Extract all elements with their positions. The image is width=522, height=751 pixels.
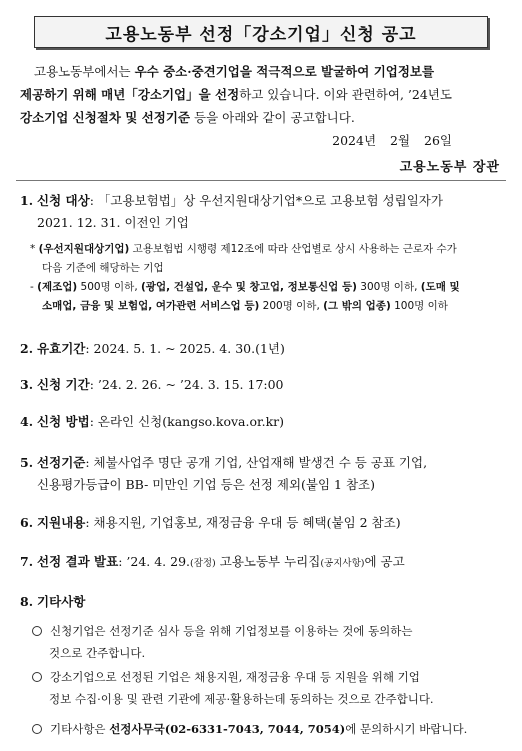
note-bold: (그 밖의 업종) [323,300,391,312]
note-bold: (제조업) [37,281,78,293]
bullet-text: 기타사항은 [50,722,110,736]
item-heading: 신청 대상 [37,193,90,208]
note-marker: * [30,243,39,255]
note-text: 100명 이하 [390,300,448,312]
item-heading: 신청 방법 [37,414,90,429]
other-bullet-1 [32,620,506,664]
note-bold: (우선지원대상기업) [38,243,130,255]
circle-bullet-icon [32,724,42,734]
notice-author: 고용노동부 장관 [399,160,500,175]
circle-bullet-icon [32,626,42,636]
other-bullet-3 [32,718,506,740]
note-text: 500명 이하, [77,281,141,293]
bullet-text: 신청기업은 선정기준 심사 등을 위해 기업정보를 이용하는 것에 동의하는 [50,624,413,638]
item-small-text: (공지사항) [320,558,365,569]
intro-text: 하고 있습니다. 이와 관련하여, ’24년도 [239,87,452,102]
item-text: : 온라인 신청(kangso.kova.or.kr) [89,414,285,429]
item-number: 6. [20,515,34,530]
item-number: 1. [20,193,34,208]
intro-bold: 제공하기 위해 매년「강소기업」을 선정 [20,87,240,102]
bullet-text: 것으로 간주합니다. [49,646,146,660]
note-bold: (광업, 건설업, 운수 및 창고업, 정보통신업 등) [141,281,357,293]
other-bullet-2 [32,666,506,710]
item-heading: 기타사항 [37,594,86,609]
note-text: 200명 이하, [259,300,324,312]
intro-paragraph [20,60,504,129]
bullet-text: 정보 수집·이용 및 관련 기관에 제공·활용하는데 동의하는 것으로 간주합니다. [49,692,434,706]
item-heading: 선정 결과 발표 [37,554,119,569]
item-number: 8. [20,594,34,609]
item-heading: 신청 기간 [37,377,90,392]
note-text: 300명 이하, [356,281,421,293]
item-selection-criteria [20,452,506,496]
note-text: 다음 기준에 해당하는 기업 [42,262,164,274]
notice-title [34,16,488,48]
item-number: 7. [20,554,34,569]
item-number: 5. [20,455,34,470]
bullet-bold: 선정사무국(02-6331-7043, 7044, 7054) [109,722,346,736]
item-text: 2021. 12. 31. 이전인 기업 [37,215,189,230]
item-heading: 지원내용 [37,515,86,530]
intro-bold: 우수 중소·중견기업을 적극적으로 발굴하여 기업정보를 [134,64,435,79]
item-announcement [20,551,506,575]
item-support [20,512,506,534]
item-number: 2. [20,341,34,356]
note-text: 고용보험법 시행령 제12조에 따라 산업별로 상시 사용하는 근로자 수가 [129,243,457,255]
intro-bold: 강소기업 신청절차 및 선정기준 [20,110,191,125]
note-marker: - [30,281,38,293]
item-other [20,591,506,613]
item-eligibility [20,190,506,234]
eligibility-note [30,240,506,316]
item-application-period [20,374,506,396]
note-bold: 소매업, 금융 및 보험업, 여가관련 서비스업 등) [42,300,260,312]
note-bold: (도매 및 [420,281,460,293]
circle-bullet-icon [32,672,42,682]
notice-date: 2024년 2월 26일 [332,133,452,148]
item-text: : 채용지원, 기업홍보, 재정금융 우대 등 혜택(붙임 2 참조) [85,515,401,530]
intro-text: 등을 아래와 같이 공고합니다. [190,110,355,125]
divider [16,180,506,181]
item-text: : 체불사업주 명단 공개 기업, 산업재해 발생건 수 등 공표 기업, [85,455,428,470]
item-text: 에 공고 [364,554,405,569]
item-validity [20,338,506,360]
item-text: : ’24. 2. 26. ~ ’24. 3. 15. 17:00 [89,377,284,392]
item-text: : 2024. 5. 1. ~ 2025. 4. 30.(1년) [85,341,285,356]
item-text: 신용평가등급이 BB- 미만인 기업 등은 선정 제외(붙임 1 참조) [37,477,375,492]
item-number: 3. [20,377,34,392]
item-text: : ’24. 4. 29. [118,554,190,569]
item-small-text: (잠정) [190,558,216,569]
item-application-method [20,411,506,433]
item-number: 4. [20,414,34,429]
notice-title-text: 고용노동부 선정「강소기업」신청 공고 [105,24,417,45]
item-text: 고용노동부 누리집 [215,554,321,569]
item-text: : 「고용보험법」상 우선지원대상기업*으로 고용보험 성립일자가 [89,193,443,208]
bullet-text: 에 문의하시기 바랍니다. [345,722,468,736]
intro-text: 고용노동부에서는 [34,64,135,79]
item-heading: 유효기간 [37,341,86,356]
bullet-text: 강소기업으로 선정된 기업은 채용지원, 재정금융 우대 등 지원을 위해 기업 [50,670,420,684]
item-heading: 선정기준 [37,455,86,470]
